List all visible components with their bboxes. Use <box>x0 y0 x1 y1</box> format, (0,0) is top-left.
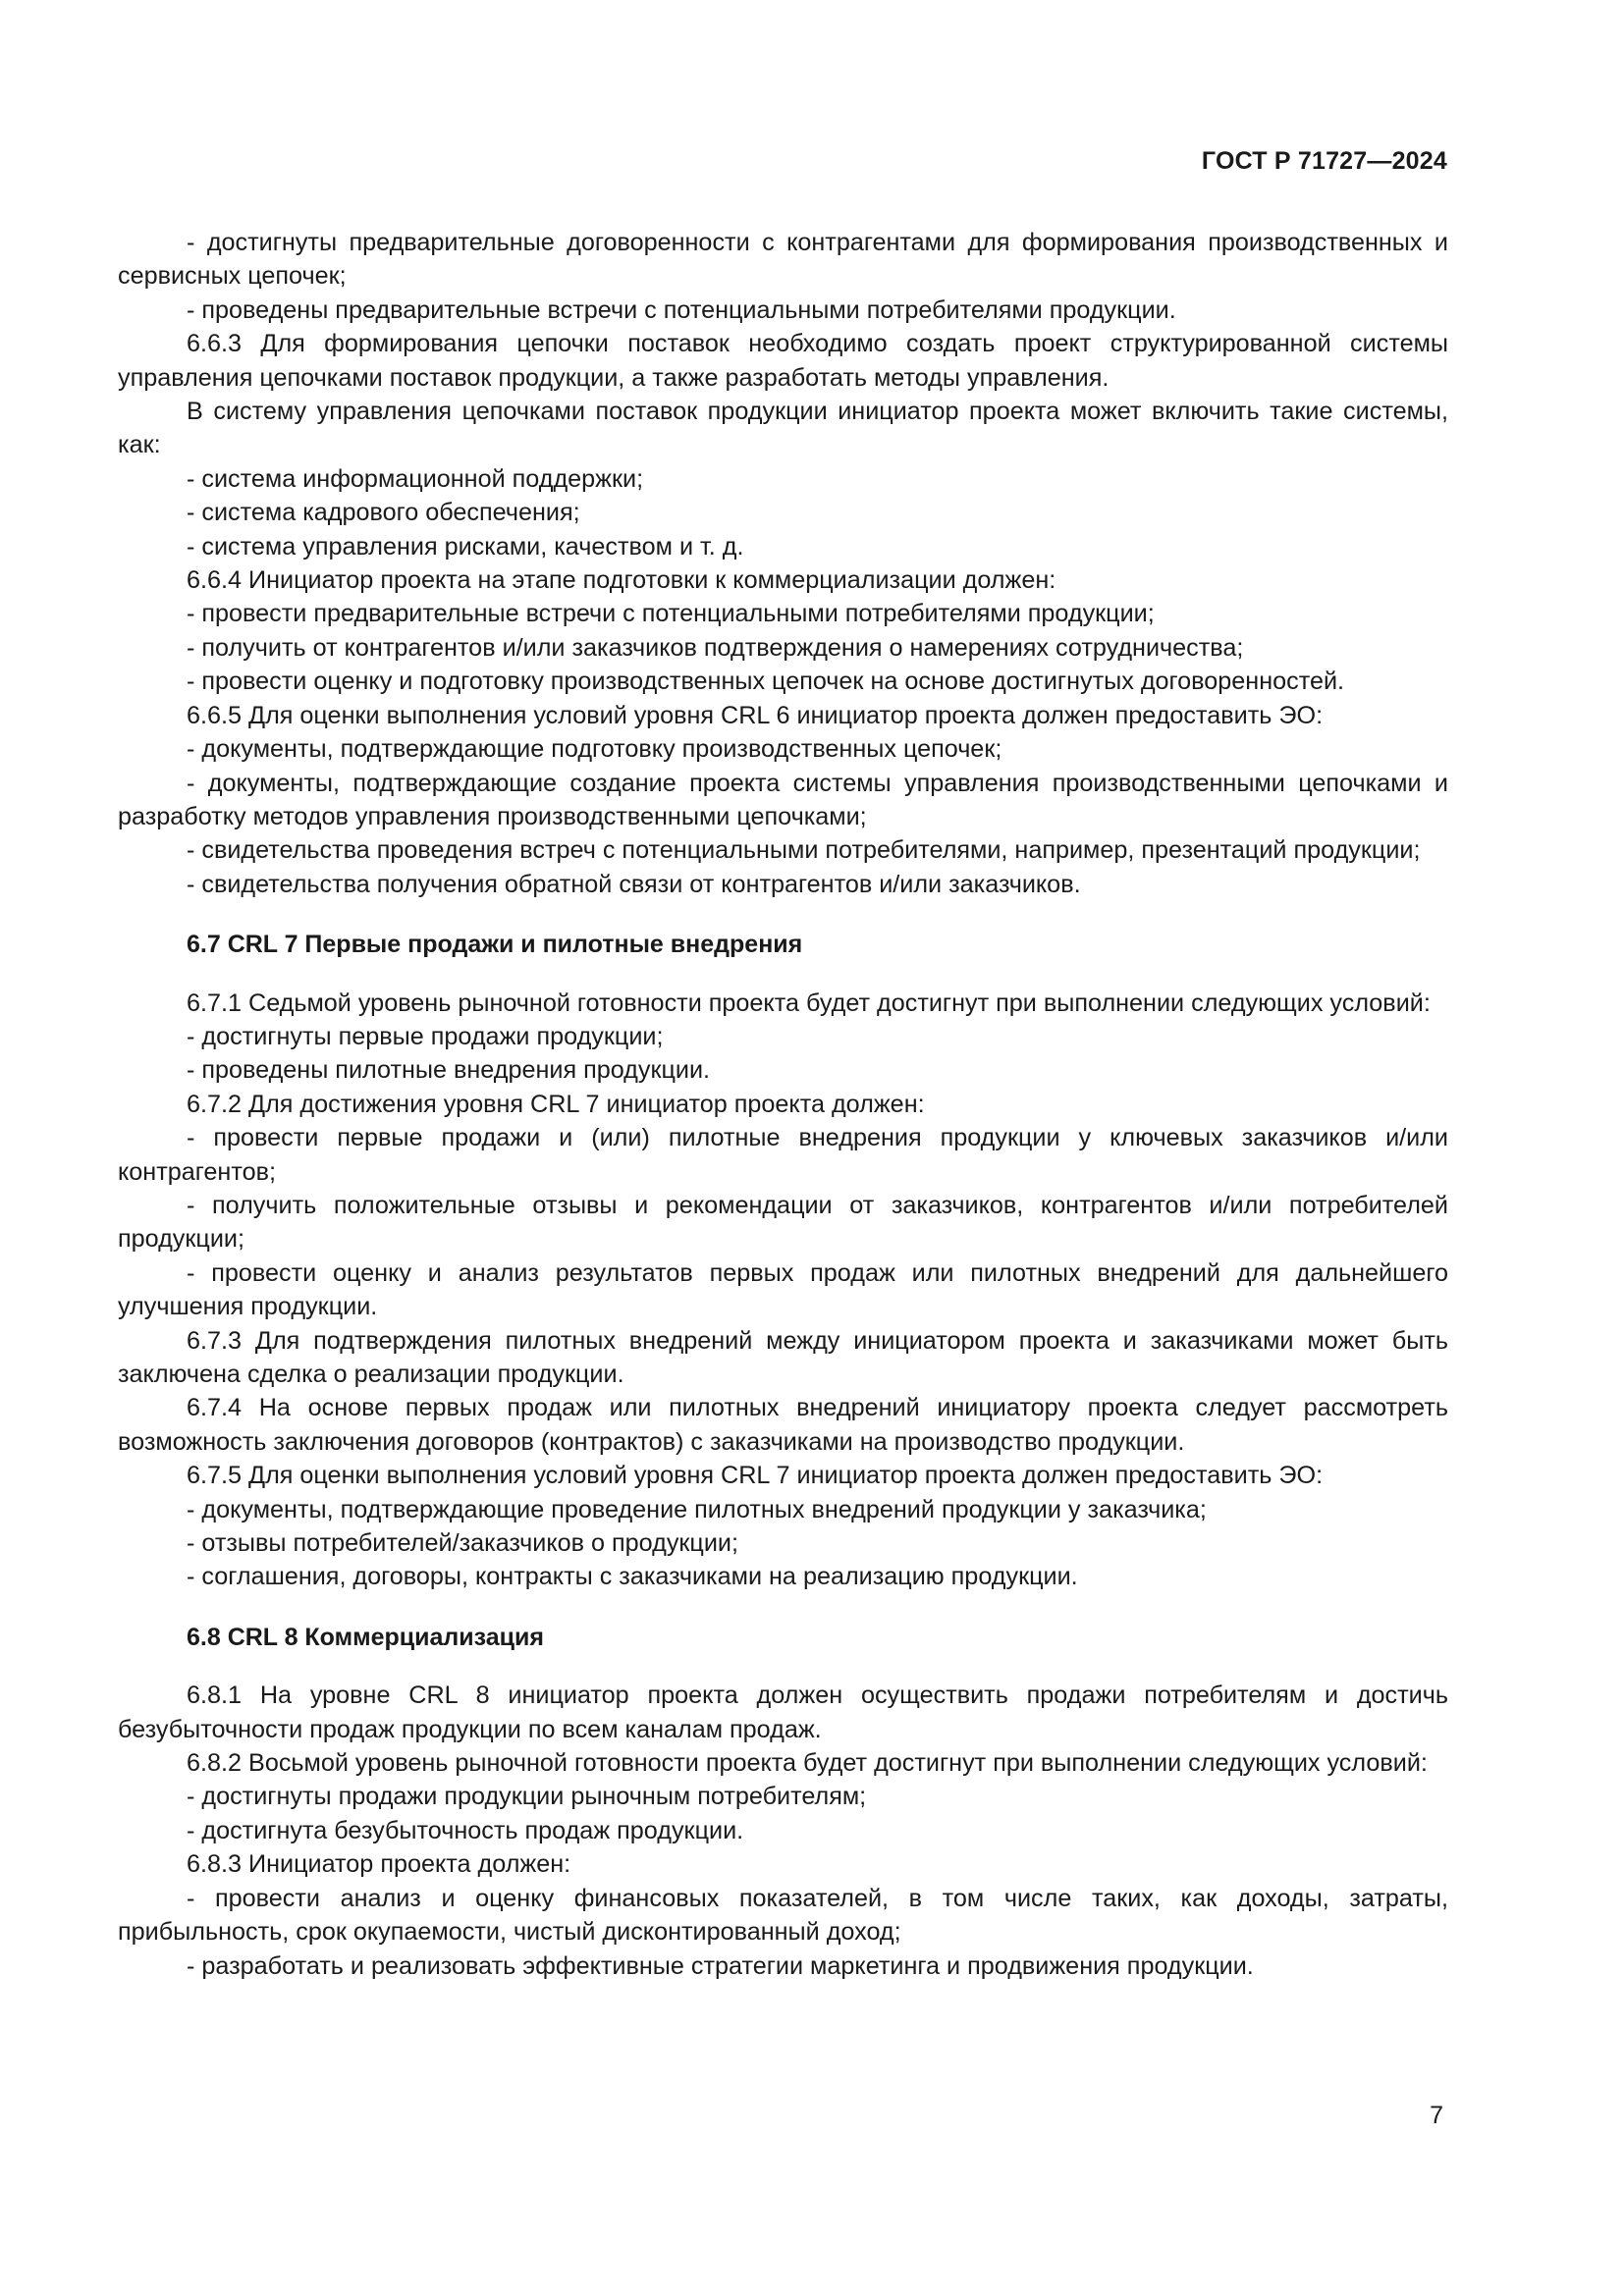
paragraph: 6.7.3 Для подтверждения пилотных внедрений между инициатором проекта и заказчиками может быть заключена сделка о реализации продукции. <box>118 1326 1448 1388</box>
paragraph: - провести оценку и подготовку производственных цепочек на основе достигнутых договоренностей. <box>187 667 1345 696</box>
paragraph: - разработать и реализовать эффективные стратегии маркетинга и продвижения продукции. <box>187 1951 1254 1980</box>
paragraph: - проведены пилотные внедрения продукции. <box>187 1056 711 1085</box>
paragraph: 6.6.3 Для формирования цепочки поставок необходимо создать проект структурированной системы управления цепочками поставок продукции, а также разработать методы управления. <box>118 330 1448 392</box>
section-heading: 6.8 CRL 8 Коммерциализация <box>187 1623 545 1651</box>
paragraph: - достигнута безубыточность продаж продукции. <box>187 1816 744 1844</box>
page-number: 7 <box>1430 2102 1443 2129</box>
paragraph: 6.8.2 Восьмой уровень рыночной готовности проекта будет достигнут при выполнении следующих условий: <box>187 1749 1428 1778</box>
paragraph: - получить от контрагентов и/или заказчиков подтверждения о намерениях сотрудничества; <box>187 633 1244 662</box>
paragraph: 6.6.5 Для оценки выполнения условий уровня CRL 6 инициатор проекта должен предоставить ЭО: <box>187 701 1324 729</box>
paragraph: - провести анализ и оценку финансовых показателей, в том числе таких, как доходы, затраты, прибыльность, срок окупаемости, чистый дисконтированный доход; <box>118 1884 1448 1947</box>
paragraph: - достигнуты предварительные договоренности с контрагентами для формирования производственных и сервисных цепочек; <box>118 229 1448 291</box>
section-heading: 6.7 CRL 7 Первые продажи и пилотные внедрения <box>187 931 803 959</box>
paragraph: - система кадрового обеспечения; <box>187 499 580 527</box>
paragraph: 6.6.4 Инициатор проекта на этапе подготовки к коммерциализации должен: <box>187 566 1056 595</box>
paragraph: - документы, подтверждающие создание проекта системы управления производственными цепочками и разработку методов управления производственными цепочками; <box>118 769 1448 830</box>
paragraph: 6.7.2 Для достижения уровня CRL 7 инициатор проекта должен: <box>187 1090 925 1118</box>
paragraph: - проведены предварительные встречи с потенциальными потребителями продукции. <box>187 295 1176 324</box>
document-code: ГОСТ Р 71727—2024 <box>1201 147 1447 175</box>
paragraph: - достигнуты продажи продукции рыночным потребителям; <box>187 1783 867 1811</box>
paragraph: 6.7.5 Для оценки выполнения условий уровня CRL 7 инициатор проекта должен предоставить ЭО: <box>187 1462 1324 1490</box>
paragraph: - система информационной поддержки; <box>187 464 644 493</box>
paragraph: - получить положительные отзывы и рекомендации от заказчиков, контрагентов и/или потребителей продукции; <box>118 1191 1448 1254</box>
paragraph: 6.7.1 Седьмой уровень рыночной готовности проекта будет достигнут при выполнении следующих условий: <box>187 988 1431 1017</box>
paragraph: - соглашения, договоры, контракты с заказчиками на реализацию продукции. <box>187 1563 1078 1591</box>
paragraph: - документы, подтверждающие подготовку производственных цепочек; <box>187 735 1002 764</box>
paragraph: - документы, подтверждающие проведение пилотных внедрений продукции у заказчика; <box>187 1495 1207 1523</box>
paragraph: В систему управления цепочками поставок продукции инициатор проекта может включить такие системы, как: <box>118 398 1448 459</box>
paragraph: 6.8.1 На уровне CRL 8 инициатор проекта должен осуществить продажи потребителям и достичь безубыточности продаж продукции по всем каналам продаж. <box>118 1682 1448 1743</box>
paragraph: - достигнуты первые продажи продукции; <box>187 1022 664 1050</box>
document-body <box>118 226 1448 1983</box>
paragraph: 6.8.3 Инициатор проекта должен: <box>187 1850 571 1879</box>
paragraph: 6.7.4 На основе первых продаж или пилотных внедрений инициатору проекта следует рассмотреть возможность заключения договоров (контрактов) с заказчиками на производство продукции. <box>118 1394 1448 1456</box>
paragraph: - отзывы потребителей/заказчиков о продукции; <box>187 1529 738 1558</box>
paragraph: - свидетельства получения обратной связи от контрагентов и/или заказчиков. <box>187 870 1081 898</box>
paragraph: - свидетельства проведения встреч с потенциальными потребителями, например, презентаций продукции; <box>187 836 1421 865</box>
paragraph: - система управления рисками, качеством и т. д. <box>187 532 744 561</box>
paragraph: - провести первые продажи и (или) пилотные внедрения продукции у ключевых заказчиков и/или контрагентов; <box>118 1124 1448 1186</box>
paragraph: - провести оценку и анализ результатов первых продаж или пилотных внедрений для дальнейшего улучшения продукции. <box>118 1258 1448 1321</box>
paragraph: - провести предварительные встречи с потенциальными потребителями продукции; <box>187 600 1155 628</box>
